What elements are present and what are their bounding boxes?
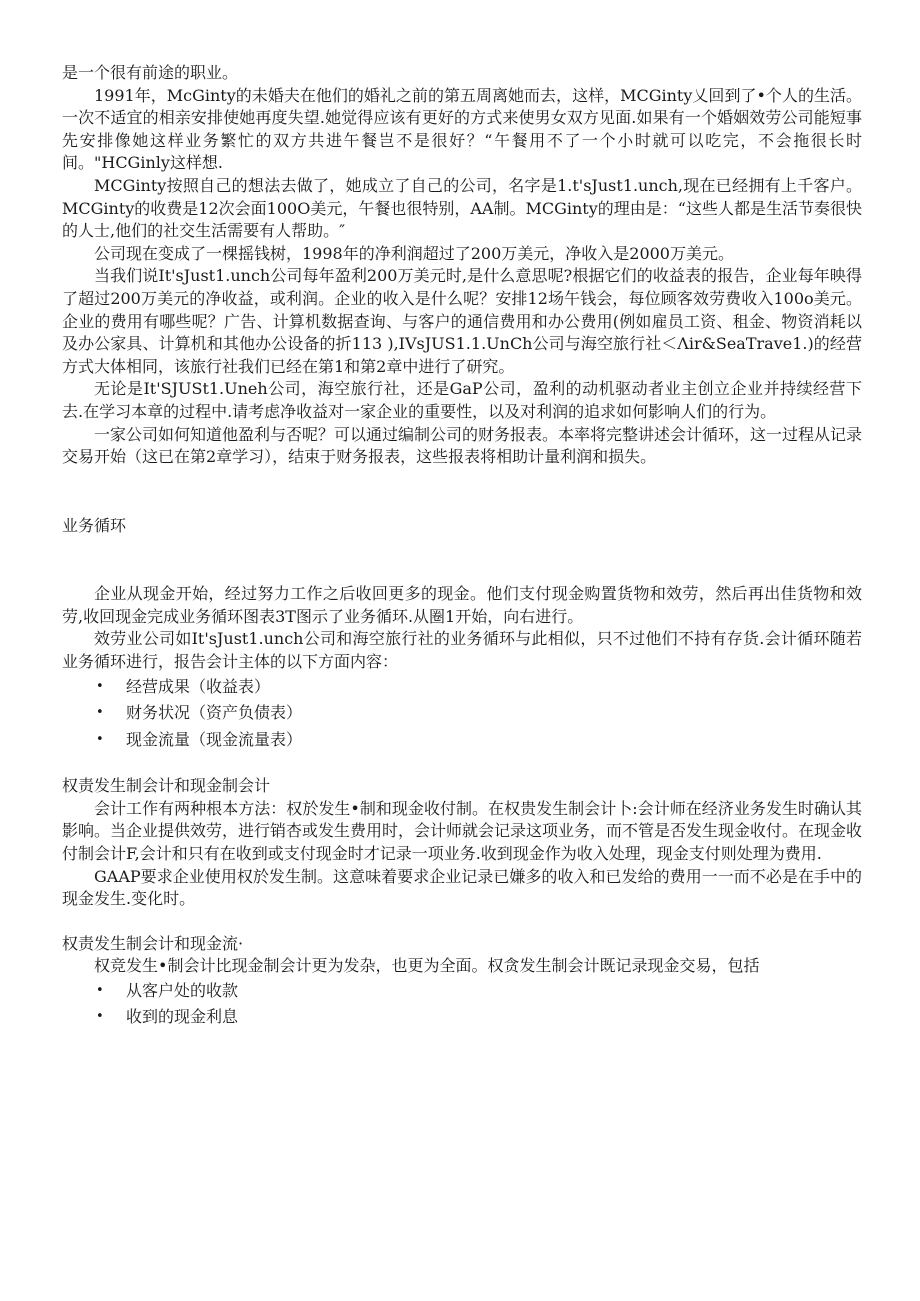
section2-paragraph-1: GAAP要求企业使用权於发生制。这意味着要求企业记录已嫌多的收入和已发给的费用一一而不必是在手中的现金发生.变化时。 — [62, 866, 862, 909]
intro-paragraph-4: 当我们说It'sJust1.unch公司每年盈利200万美元时,是什么意思呢?根据它们的收益表的报告，企业每年映得了超过200万美元的净收益，或利润。企业的收入是什么呢？安排12场午钱会，每位顾客效劳费收入100o美元。企业的费用有哪些呢？广告、计算机数据查询、与客户的通信费用和办公费用(例如雇员工资、租金、物资消耗以及办公家具、计算机和其他办公设备的折113 ),IVsJUS1.1.UnCh公司与海空旅行社＜Λir&SeaTrave1.)的经营方式大体相同，该旅行社我们已经在第1和第2章中进行了研究。 — [62, 266, 862, 376]
intro-paragraph-3: 公司现在变成了一棵摇钱树，1998年的净利润超过了200万美元，净收入是2000万美元。 — [94, 243, 734, 263]
bullet-icon: • — [96, 982, 104, 998]
list-item — [96, 674, 862, 701]
section2-paragraph-0: 会计工作有两种根本方法：权於发生•制和现金收付制。在权贵发生制会计卜:会计师在经济业务发生时确认其影响。当企业提供效劳，进行销杏或发生费用时，会计师就会记录这项业务，而不管是否发生现金收付。在现金收付制会计F,会计和只有在收到或支付现金时才记录一项业务.收到现金作为收入处理，现金支付则处理为费用. — [62, 798, 863, 863]
intro-paragraph-1: 1991年，McGinty的未婚夫在他们的婚礼之前的第五周离她而去，这样，MCGinty乂回到了•个人的生活。一次不适宜的相亲安排使她再度失望.她觉得应该有更好的方式来使男女双方见面.如果有一个婚姻效劳公司能短事先安排像她这样业务繁忙的双方共进午餐岂不是很好？“午餐用不了一个小时就可以吃完，不会拖很长时间。"HCGinly这样想. — [62, 85, 862, 173]
spacer — [62, 753, 862, 775]
spacer — [62, 469, 862, 515]
section1-bullet-list — [62, 674, 862, 754]
list-item — [96, 700, 862, 727]
bullet-icon: • — [96, 731, 104, 747]
list-item-text: 收到的现金利息 — [126, 1007, 239, 1027]
section1-paragraph-1: 效劳业公司如It'sJust1.unch公司和海空旅行社的业务循环与此相似，只不过他们不持有存货.会计循环随若业务循环进行，报告会计主体的以下方面内容： — [62, 629, 862, 672]
document-page — [62, 62, 862, 1031]
list-item-text: 经营成果（收益表） — [126, 676, 271, 696]
list-item — [96, 727, 862, 754]
list-item-text: 从客户处的收款 — [126, 980, 239, 1000]
section-heading-accrual-vs-cash: 权责发生制会计和现金制会计 — [62, 776, 271, 796]
section-heading-business-cycle: 业务循环 — [62, 515, 127, 535]
intro-paragraph-6: 一家公司如何知道他盈利与否呢？可以通过编制公司的财务报表。本率将完整讲述会计循环，这一过程从记录交易开始（这已在第2章学习），结束于财务报表，这些报表将相助计量利润和损失。 — [62, 424, 863, 467]
intro-paragraph-5: 无论是It'SJUSt1.Uneh公司，海空旅行社，还是GaP公司，盈利的动机驱动者业主创立企业并持续经营下去.在学习本章的过程中.请考虑净收益对一家企业的重要性，以及对利润的追求如何影响人们的行为。 — [62, 379, 862, 421]
section3-bullet-list — [62, 978, 862, 1031]
spacer — [62, 537, 862, 583]
list-item-text: 财务状况（资产负债表） — [126, 703, 303, 723]
spacer — [62, 911, 862, 933]
bullet-icon: • — [96, 678, 104, 694]
bullet-icon: • — [96, 705, 104, 721]
list-item — [96, 1004, 862, 1031]
section-heading-accrual-cash-flow: 权责发生制会计和现金流· — [62, 933, 244, 953]
bullet-icon: • — [96, 1009, 104, 1025]
intro-paragraph-0: 是一个很有前途的职业。 — [62, 63, 239, 82]
list-item-text: 现金流量（现金流量表） — [126, 729, 303, 749]
section1-paragraph-0: 企业从现金开始，经过努力工作之后收回更多的现金。他们支付现金购置货物和效劳，然后再出佳货物和效劳,收回现金完成业务循环图表3T图示了业务循环.从圈1开始，向右进行。 — [62, 584, 862, 626]
section3-paragraph-0: 权竞发生•制会计比现金制会计更为发杂，也更为全面。权贪发生制会计既记录现金交易，包括 — [94, 956, 760, 976]
list-item — [96, 978, 862, 1005]
intro-paragraph-2: MCGinty按照自己的想法去做了，她成立了自己的公司，名字是1.t'sJust1.unch,现在已经拥有上千客户。MCGinty的收费是12次会面100O美元，午餐也很特别，AA制。MCGinty的理由是：“这些人都是生活节奏很快的人士,他们的社交生活需要有人帮助。″ — [62, 175, 862, 241]
